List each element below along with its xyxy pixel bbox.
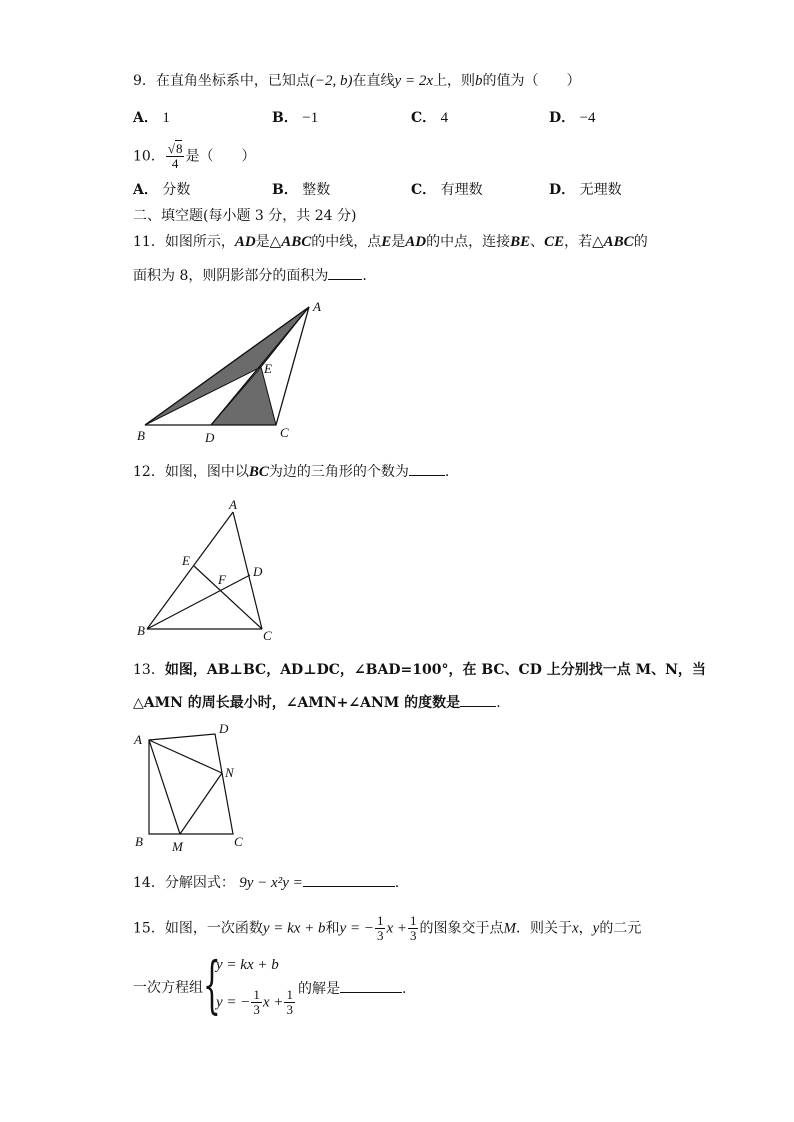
section-heading: 二、填空题(每小题 3 分，共 24 分)	[133, 208, 357, 224]
q13-number: 13．	[133, 662, 165, 678]
q11-number: 11．	[133, 234, 165, 250]
q9-option-c: C． 4	[411, 110, 449, 126]
q10-fraction: $\frac{√8}{4}$	[167, 141, 183, 171]
q12-label-f: F	[218, 572, 226, 587]
q10-option-a: A． 分数	[133, 182, 191, 198]
q12-stem: 12．如图，图中以BC为边的三角形的个数为 .	[133, 461, 449, 482]
q10-option-b: B． 整数	[272, 182, 331, 198]
q13-figure	[130, 720, 260, 855]
q11-label-b: B	[137, 428, 145, 443]
q12-label-d: D	[253, 564, 263, 579]
q12-label-c: C	[263, 628, 272, 643]
q13-label-m: M	[172, 839, 183, 854]
q11-label-d: D	[205, 430, 215, 445]
q15-stem-line1: 15．如图，一次函数y = kx + b和y = − $\frac{1}{3}$ x + $\frac{1}{3}$ 的图象交于点M．则关于x，y的二元	[133, 913, 642, 943]
q12-figure	[130, 495, 280, 645]
q10-stem: 10． $\frac{√8}{4}$ 是（ ）	[133, 141, 256, 171]
q12-answer-blank[interactable]	[409, 461, 445, 476]
q11-figure	[130, 295, 330, 445]
q15-answer-blank[interactable]	[340, 978, 402, 993]
q9-option-b: B． −1	[272, 110, 319, 126]
q11-stem-line2: 面积为 8，则阴影部分的面积为 .	[133, 265, 367, 286]
q12-number: 12．	[133, 464, 165, 480]
q15-system-eq2: y = − $\frac{1}{3}$ x + $\frac{1}{3}$	[216, 987, 293, 1017]
q12-label-e: E	[182, 553, 190, 568]
q13-label-c: C	[234, 834, 243, 849]
q10-option-d: D． 无理数	[549, 182, 622, 198]
q15-stem-line2: 一次方程组	[133, 980, 203, 996]
q13-answer-blank[interactable]	[460, 692, 496, 707]
q11-stem-line1: 11．如图所示，AD是△ABC的中线，点E是AD的中点，连接BE、CE，若△ABC的	[133, 234, 648, 250]
q9-number: 9．	[133, 73, 156, 89]
q9-stem: 9．在直角坐标系中，已知点(−2, b)在直线y = 2x上，则b的值为（ ）	[133, 73, 581, 89]
q9-option-a: A． 1	[133, 110, 170, 126]
q15-system-brace: {	[203, 948, 221, 1021]
q9-line-equation: y = 2x	[394, 73, 433, 89]
q13-label-d: D	[219, 721, 229, 736]
q13-label-a: A	[134, 732, 142, 747]
q11-answer-blank[interactable]	[328, 265, 362, 280]
q14-number: 14．	[133, 875, 165, 891]
q13-label-n: N	[225, 765, 234, 780]
q12-label-b: B	[137, 623, 145, 638]
q11-label-c: C	[280, 425, 289, 440]
q14-expression: 9y − x²y =	[239, 875, 303, 891]
q13-stem-line2: △AMN 的周长最小时，∠AMN+∠ANM 的度数是 .	[133, 692, 501, 713]
q11-label-a: A	[313, 299, 321, 314]
q12-label-a: A	[229, 497, 237, 512]
q15-system-eq1: y = kx + b	[216, 957, 279, 973]
q15-answer-line: 的解是 .	[298, 978, 406, 999]
q11-label-e: E	[264, 361, 272, 376]
q10-number: 10．	[133, 148, 165, 165]
q15-number: 15．	[133, 920, 165, 937]
q13-label-b: B	[135, 834, 143, 849]
q13-stem-line1: 13．如图，AB⊥BC，AD⊥DC，∠BAD=100°，在 BC、CD 上分别找一点 M、N，当	[133, 662, 706, 678]
q14-stem: 14．分解因式： 9y − x²y = .	[133, 872, 399, 893]
q9-point: (−2, b)	[309, 73, 353, 89]
q9-option-d: D． −4	[549, 110, 596, 126]
q10-option-c: C． 有理数	[411, 182, 483, 198]
q14-answer-blank[interactable]	[303, 872, 395, 887]
